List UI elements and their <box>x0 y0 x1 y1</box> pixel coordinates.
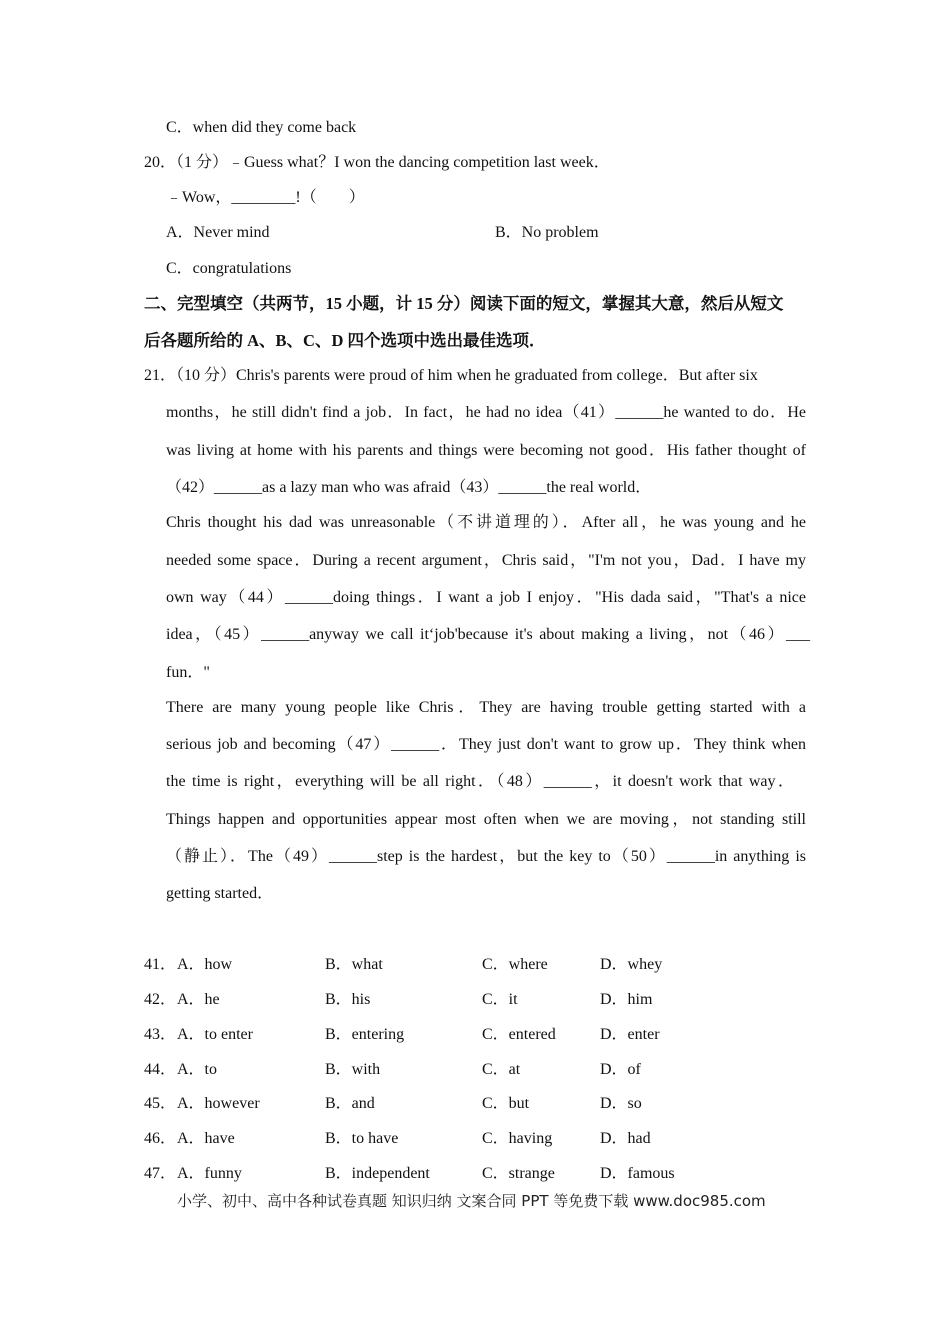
section-heading-line2: 后各题所给的 A、B、C、D 四个选项中选出最佳选项． <box>144 331 546 350</box>
passage-line-7: own way（44）______doing things．I want a job I enjoy．"His dada said，"That's a nice <box>166 589 806 606</box>
passage-line-9: fun．" <box>166 664 210 681</box>
option-42-d: D．him <box>600 991 653 1008</box>
option-43-b: B．entering <box>325 1026 405 1043</box>
passage-line-1: 21．（10 分）Chris's parents were proud of him when he graduated from college．But after six <box>144 367 758 384</box>
option-num-47: 47． <box>144 1165 177 1182</box>
option-47-a: A．funny <box>177 1165 242 1182</box>
option-44-b: B．with <box>325 1061 381 1078</box>
option-44-a: A．to <box>177 1061 218 1078</box>
option-42-b: B．his <box>325 991 371 1008</box>
q20-option-c: C．congratulations <box>166 260 292 277</box>
option-43-c: C．entered <box>482 1026 556 1043</box>
passage-line-12: the time is right，everything will be all right．（48）______，it doesn't work that way． <box>166 773 794 790</box>
option-num-44: 44． <box>144 1061 177 1078</box>
option-46-b: B．to have <box>325 1130 399 1147</box>
option-42-c: C．it <box>482 991 518 1008</box>
option-43-a: A．to enter <box>177 1026 253 1043</box>
option-44-d: D．of <box>600 1061 641 1078</box>
option-num-41: 41． <box>144 956 177 973</box>
passage-line-10: There are many young people like Chris．They are having trouble getting started with a <box>166 699 806 716</box>
option-45-d: D．so <box>600 1095 642 1112</box>
q20-option-a: A．Never mind <box>166 224 270 241</box>
option-42-a: A．he <box>177 991 220 1008</box>
option-45-b: B．and <box>325 1095 375 1112</box>
passage-line-14: （静止）．The（49）______step is the hardest，but the key to（50）______in anything is <box>166 848 806 865</box>
passage-line-2: months，he still didn't find a job．In fact，he had no idea（41）______he wanted to do．He <box>166 404 806 421</box>
passage-line-4: （42）______as a lazy man who was afraid（43）______the real world． <box>166 479 652 496</box>
option-47-c: C．strange <box>482 1165 555 1182</box>
option-44-c: C．at <box>482 1061 521 1078</box>
option-47-b: B．independent <box>325 1165 430 1182</box>
passage-line-3: was living at home with his parents and things were becoming not good．His father thought of <box>166 442 806 459</box>
option-46-d: D．had <box>600 1130 651 1147</box>
option-45-a: A．however <box>177 1095 260 1112</box>
q20-dialogue: ﹣Wow，________!（ ） <box>166 189 365 206</box>
passage-line-5: Chris thought his dad was unreasonable（不讲道理的）．After all，he was young and he <box>166 514 806 531</box>
option-41-c: C．where <box>482 956 548 973</box>
passage-line-8: idea，（45）______anyway we call it‘job'because it's about making a living，not（46）___ <box>166 626 810 643</box>
option-num-42: 42． <box>144 991 177 1008</box>
passage-line-13: Things happen and opportunities appear most often when we are moving，not standing still <box>166 811 806 828</box>
passage-line-6: needed some space．During a recent argument，Chris said，"I'm not you，Dad．I have my <box>166 552 806 569</box>
option-43-d: D．enter <box>600 1026 660 1043</box>
option-46-a: A．have <box>177 1130 235 1147</box>
page-footer: 小学、初中、高中各种试卷真题 知识归纳 文案合同 PPT 等免费下载 www.doc985.com <box>177 1192 766 1210</box>
option-46-c: C．having <box>482 1130 553 1147</box>
option-47-d: D．famous <box>600 1165 675 1182</box>
option-num-43: 43． <box>144 1026 177 1043</box>
passage-line-11: serious job and becoming（47）______．They just don't want to grow up．They think when <box>166 736 806 753</box>
q19-option-c: C．when did they come back <box>166 119 357 136</box>
option-num-46: 46． <box>144 1130 177 1147</box>
q20-option-b: B．No problem <box>495 224 599 241</box>
option-45-c: C．but <box>482 1095 530 1112</box>
section-heading-line1: 二、完型填空（共两节，15 小题，计 15 分）阅读下面的短文，掌握其大意，然后从短文 <box>144 294 784 313</box>
option-41-d: D．whey <box>600 956 663 973</box>
q20-question: 20．（1 分）﹣Guess what？I won the dancing competition last week． <box>144 154 610 171</box>
passage-line-15: getting started． <box>166 885 274 902</box>
option-num-45: 45． <box>144 1095 177 1112</box>
option-41-b: B．what <box>325 956 383 973</box>
option-41-a: A．how <box>177 956 233 973</box>
